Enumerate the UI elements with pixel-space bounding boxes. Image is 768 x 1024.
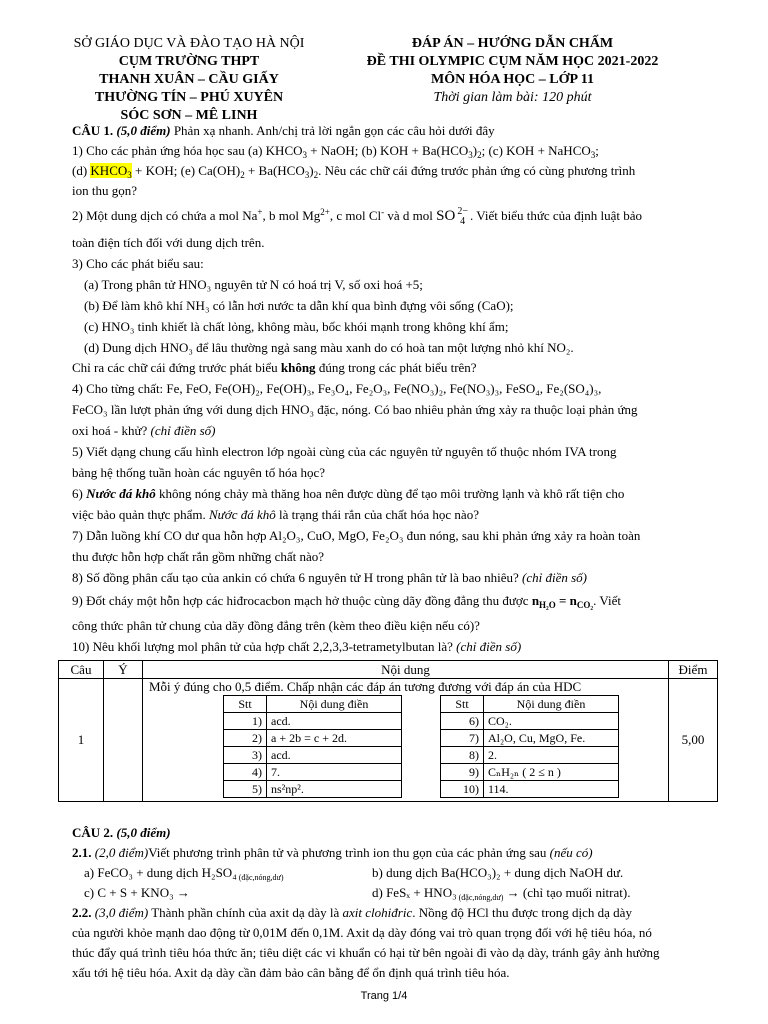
q1-heading (72, 122, 717, 139)
answer-table-header (59, 661, 718, 679)
q2-1-b: b) dung dịch Ba(HCO₃)₂ + dung dịch NaOH dư. (372, 865, 624, 880)
q1-item-3a: (a) Trong phân tử HNO₃ nguyên tử N có hoá trị V, số oxi hoá +5; (84, 277, 423, 292)
answer-subtable-right (440, 695, 619, 798)
answer-table (58, 660, 718, 802)
header-school-cluster: CỤM TRƯỜNG THPT (118, 54, 260, 69)
header-right (335, 35, 690, 107)
q2-1-a: a) FeCO₃ + dung dịch H₂SO₄ $_{(đặc,nóng,dư)}$ (84, 865, 284, 882)
sulfate-charge: 2− 4 (457, 206, 468, 228)
q1-item-4-line-1: 4) Cho từng chất: Fe, FeO, Fe(OH)₂, Fe(OH)₃, Fe₃O₄, Fe₂O₃, Fe(NO₃)₂, Fe(NO₃)₃, FeSO₄, Fe₂(SO₄)₃, (72, 381, 602, 396)
subtable-header-content: Nội dung điền (484, 696, 619, 713)
q1-intro: Phản xạ nhanh. Anh/chị trả lời ngắn gọn các câu hỏi dưới đây (173, 123, 495, 138)
q1-item-1-line-2: (d) $KHCO_3$ + KOH; (e) $Ca(OH)_2 + Ba(HCO_3)_2$. Nêu các chữ cái đứng trước phản ứng có cùng phương trình (72, 163, 636, 180)
q1-item-6-line-2: việc bảo quản thực phẩm. Nước đá khô là trạng thái rắn của chất hóa học nào? (72, 507, 479, 522)
q1-item-7-line-2: thu được hỗn hợp chất rắn gồm những chất nào? (72, 549, 325, 564)
q2-title: CÂU 2. (72, 825, 114, 840)
q1-item-5-line-1: 5) Viết dạng chung cấu hình electron lớp ngoài cùng của các nguyên tử nguyên tố thuộc nhóm IVA trong (72, 444, 617, 459)
q1-item-9-line-2: công thức phân tử chung của dãy đồng đẳng trên (kèm theo điều kiện nếu có)? (72, 618, 480, 633)
answer-subtable-left (223, 695, 402, 798)
q1-item-5-line-2: bảng hệ thống tuần hoàn các nguyên tố hóa học? (72, 465, 326, 480)
table-row: 6) CO₂. (441, 713, 619, 730)
cell-cau: 1 (59, 679, 104, 802)
header-department: SỞ GIÁO DỤC VÀ ĐÀO TẠO HÀ NỘI (73, 36, 305, 51)
subtable-header-stt: Stt (224, 696, 267, 713)
q1-item-8: 8) Số đồng phân cấu tạo của ankin có chứa 6 nguyên tử H trong phân tử là bao nhiêu? (chỉ điền số) (72, 570, 588, 585)
header-left (58, 35, 320, 125)
table-row: 8) 2. (441, 747, 619, 764)
scoring-note: Mỗi ý đúng cho 0,5 điểm. Chấp nhận các đáp án tương đương với đáp án của HDC (149, 679, 582, 694)
subject-title: MÔN HÓA HỌC – LỚP 11 (431, 72, 594, 87)
cell-y (104, 679, 143, 802)
cell-noi-dung (143, 679, 669, 802)
subtable-header-stt: Stt (441, 696, 484, 713)
q2-2-line-4: xấu tới hệ tiêu hóa. Axit dạ dày cần đảm bảo cân bằng để ổn định quá trình tiêu hóa. (72, 965, 510, 980)
table-row: 7) Al₂O, Cu, MgO, Fe. (441, 730, 619, 747)
q1-item-9-line-1: 9) Đốt cháy một hỗn hợp các hiđrocacbon mạch hở thuộc cùng dãy đồng đẳng thu được $n_{H_2O} = n_{CO_2}$. Viết (72, 593, 621, 610)
header-schools-1: THANH XUÂN – CẦU GIẤY (99, 72, 279, 87)
header-schools-2: THƯỜNG TÍN – PHÚ XUYÊN (94, 90, 284, 105)
q2-points: (5,0 điểm) (116, 825, 171, 840)
col-header-noi-dung: Nội dung (143, 661, 669, 679)
subtable-header-content: Nội dung điền (267, 696, 402, 713)
q1-item-4-line-2: FeCO₃ lần lượt phản ứng với dung dịch HNO₃ đặc, nóng. Có bao nhiêu phản ứng xảy ra thuộc loại phản ứng (72, 402, 638, 417)
col-header-cau: Câu (59, 661, 104, 679)
header-schools-3: SÓC SƠN – MÊ LINH (120, 108, 258, 123)
table-row: 10) 114. (441, 781, 619, 798)
q1-title: CÂU 1. (72, 123, 114, 138)
q1-item-1-line-1: 1) Cho các phản ứng hóa học sau (a) $KHCO_3$ + NaOH; (b) KOH + $Ba(HCO_3)_2$; (c) KOH + NaHCO$_3$; (72, 143, 599, 160)
q2-1-d: d) FeSₓ + HNO₃ $_{(đặc,nóng,dư)}$ → (chỉ tạo muối nitrat). (372, 885, 631, 902)
q1-item-3d: (d) Dung dịch HNO₃ để lâu thường ngả sang màu xanh do có hoà tan một lượng nhỏ khí NO₂. (84, 340, 574, 355)
exam-duration: Thời gian làm bài: 120 phút (433, 90, 592, 105)
cell-diem: 5,00 (669, 679, 718, 802)
col-header-diem: Điểm (669, 661, 718, 679)
q1-item-3-question: Chỉ ra các chữ cái đứng trước phát biểu không đúng trong các phát biểu trên? (72, 360, 477, 375)
q2-1-c: c) C + S + KNO₃ → (84, 885, 190, 900)
table-row: 9) CₙH₂ₙ ( 2 ≤ n ) (441, 764, 619, 781)
q2-2-line-1: 2.2. (3,0 điểm) Thành phần chính của axit dạ dày là axit clohiđric. Nồng độ HCl thu được trong dịch dạ dày (72, 905, 632, 920)
page-number: Trang 1/4 (360, 990, 408, 1002)
table-row: 4) 7. (224, 764, 402, 781)
q1-item-6-line-1: 6) Nước đá khô không nóng chảy mà thăng hoa nên được dùng để tạo môi trường lạnh và khô rất tiện cho (72, 486, 625, 501)
table-row: 1) acd. (224, 713, 402, 730)
q1-item-2-line-2: toàn điện tích đối với dung dịch trên. (72, 235, 265, 250)
q1-item-1-line-3: ion thu gọn? (72, 183, 137, 198)
q1-item-3c: (c) HNO₃ tinh khiết là chất lỏng, không màu, bốc khói mạnh trong không khí ẩm; (84, 319, 509, 334)
table-row (59, 679, 718, 802)
table-row: 2) a + 2b = c + 2d. (224, 730, 402, 747)
answer-subtables (223, 695, 662, 798)
q2-heading (72, 824, 717, 841)
table-row: 5) ns²np². (224, 781, 402, 798)
table-row: 3) acd. (224, 747, 402, 764)
exam-title: ĐỀ THI OLYMPIC CỤM NĂM HỌC 2021-2022 (366, 54, 659, 69)
q2-1-heading: 2.1. (2,0 điểm)Viết phương trình phân tử và phương trình ion thu gọn của các phản ứng sau (nếu có) (72, 845, 593, 860)
doc-title: ĐÁP ÁN – HƯỚNG DẪN CHẤM (411, 36, 614, 51)
q1-item-3b: (b) Để làm khô khí NH₃ có lẫn hơi nước ta dẫn khí qua bình đựng vôi sống (CaO); (84, 298, 514, 313)
q1-item-7-line-1: 7) Dẫn luồng khí CO dư qua hỗn hợp Al₂O₃, CuO, MgO, Fe₂O₃ đun nóng, sau khi phản ứng xảy ra hoàn toàn (72, 528, 641, 543)
q1-item-2-line-1: 2) Một dung dịch có chứa a mol Na+, b mol $Mg^{2+}$, c mol Cl- và d mol SO 2− 4 . Viết biểu thức của định luật bảo (72, 206, 643, 228)
q2-2-line-3: thúc đẩy quá trình tiêu hóa thức ăn; tiêu diệt các vi khuẩn có hại từ bên ngoài đi vào dạ dày, tránh gây ảnh hưởng (72, 945, 660, 960)
q1-item-4-line-3: oxi hoá - khử? (chỉ điền số) (72, 423, 216, 438)
q2-2-line-2: của người khỏe mạnh dao động từ 0,01M đến 0,1M. Axit dạ dày đóng vai trò quan trọng đối với hệ tiêu hóa, nó (72, 925, 652, 940)
col-header-y: Ý (104, 661, 143, 679)
q1-item-10: 10) Nêu khối lượng mol phân tử của hợp chất 2,2,3,3-tetrametylbutan là? (chỉ điền số) (72, 639, 522, 654)
q1-item-3: 3) Cho các phát biểu sau: (72, 256, 204, 271)
highlighted-text: $KHCO_3$ (90, 163, 132, 180)
q1-points: (5,0 điểm) (116, 123, 171, 138)
